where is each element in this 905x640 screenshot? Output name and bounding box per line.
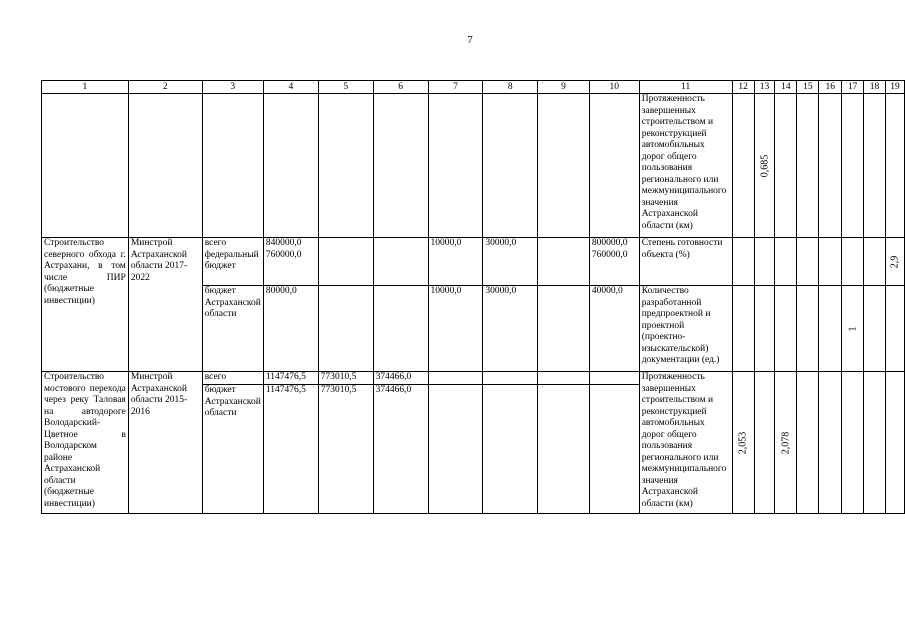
amount-cell: 10000,0 (428, 238, 483, 286)
source-regional: бюджет Астраханской области (202, 385, 263, 514)
source-total: всего (204, 238, 227, 248)
value-c19: 2,9 (889, 255, 901, 268)
amount-cell: 773010,5 (318, 372, 373, 385)
amount-cell: 80000,0 (263, 286, 318, 372)
header-cell: 19 (885, 81, 904, 94)
value-cell (885, 238, 904, 286)
amount-cell: 1147476,5 (263, 385, 318, 514)
source-cell (202, 238, 263, 286)
header-cell: 1 (42, 81, 129, 94)
value-cell (775, 372, 797, 514)
amount-cell: 30000,0 (483, 286, 538, 372)
header-row (42, 81, 905, 94)
header-cell: 15 (797, 81, 819, 94)
header-cell: 2 (128, 81, 202, 94)
header-cell: 9 (538, 81, 590, 94)
customer-cell: Минстрой Астраханской области 2017-2022 (128, 238, 202, 372)
value-cell (842, 286, 864, 372)
header-cell: 18 (864, 81, 886, 94)
amount-cell: 374466,0 (373, 372, 428, 385)
header-cell: 7 (428, 81, 483, 94)
header-cell: 10 (589, 81, 639, 94)
value-c13: 0,685 (758, 154, 770, 177)
header-cell: 12 (732, 81, 754, 94)
indicator-cell: Протяженность завершенных строительством и реконструкцией автомобильных дорог общего пользования регионального или межмуниципального значения Астраханской области (км) (639, 372, 732, 514)
table-row (42, 94, 905, 238)
header-cell: 13 (754, 81, 775, 94)
table-row (42, 372, 905, 385)
value-cell (732, 372, 754, 514)
amount-cell: 374466,0 (373, 385, 428, 514)
source-regional: бюджет Астраханской области (202, 286, 263, 372)
header-cell: 3 (202, 81, 263, 94)
object-cell: Строительство северного обхода г. Астрахани, в том числе ПИР (бюджетные инвестиции) (42, 238, 129, 372)
amount-cell: 800000,0 760000,0 (589, 238, 639, 286)
amount-cell: 773010,5 (318, 385, 373, 514)
header-cell: 17 (842, 81, 864, 94)
table-row (42, 238, 905, 286)
header-cell: 11 (639, 81, 732, 94)
value-c14: 2,078 (780, 431, 792, 454)
amount-cell: 10000,0 (428, 286, 483, 372)
value-c12: 2,053 (737, 431, 749, 454)
value-cell (754, 94, 775, 238)
source-total: всего (202, 372, 263, 385)
object-cell: Строительство мостового перехода через реку Таловая на автодороге Володарский-Цветное в Володарском районе Астраханской области (бюджетные инвестиции) (42, 372, 129, 514)
header-cell: 6 (373, 81, 428, 94)
amount-cell: 40000,0 (589, 286, 639, 372)
program-table (41, 80, 905, 514)
header-cell: 16 (819, 81, 842, 94)
header-cell: 4 (263, 81, 318, 94)
amount-cell: 30000,0 (483, 238, 538, 286)
header-cell: 14 (775, 81, 797, 94)
indicator-cell: Протяженность завершенных строительством и реконструкцией автомобильных дорог общего пользования регионального или межмуниципального значения Астраханской области (км) (639, 94, 732, 238)
source-federal: федеральный бюджет (204, 249, 259, 271)
customer-cell: Минстрой Астраханской области 2015-2016 (128, 372, 202, 514)
header-cell: 8 (483, 81, 538, 94)
page-number: 7 (467, 34, 473, 46)
indicator-cell: Количество разработанной предпроектной и проектной (проектно-изыскательской) документации (ед.) (639, 286, 732, 372)
header-cell: 5 (318, 81, 373, 94)
amount-cell: 840000,0 760000,0 (263, 238, 318, 286)
indicator-cell: Степень готовности объекта (%) (639, 238, 732, 286)
amount-cell: 1147476,5 (263, 372, 318, 385)
value-c17: 1 (846, 326, 858, 331)
